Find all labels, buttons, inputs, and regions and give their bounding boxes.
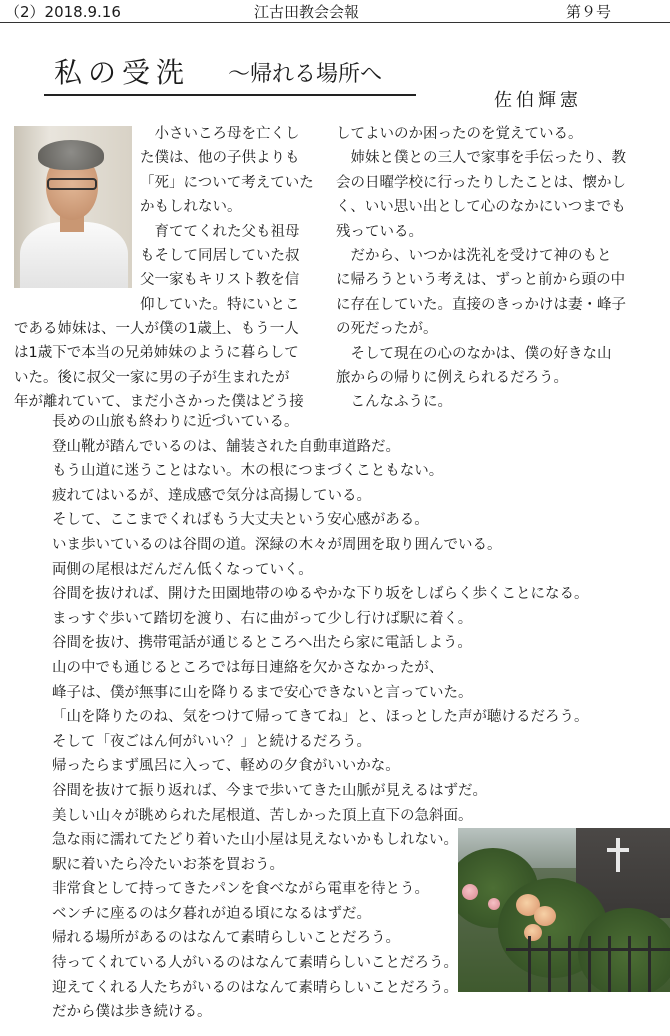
text-line: かもしれない。 bbox=[140, 199, 242, 216]
text-line: く、いい思い出として心のなかにいつまでも bbox=[336, 199, 626, 216]
text-line: そして現在の心のなかは、僕の好きな山 bbox=[336, 345, 612, 362]
text-line: 年が離れていて、まだ小さかった僕はどう接 bbox=[14, 394, 304, 411]
text-line: に存在していた。直接のきっかけは妻・峰子 bbox=[336, 296, 626, 313]
poem-line: ベンチに座るのは夕暮れが迫る頃になるはずだ。 bbox=[52, 905, 371, 922]
poem-line: 峰子は、僕が無事に山を降りるまで安心できないと言っていた。 bbox=[52, 684, 473, 701]
poem-line: だから僕は歩き続ける。 bbox=[52, 1004, 212, 1021]
text-line: 「死」について考えていた bbox=[140, 174, 314, 191]
text-line: 小さいころ母を亡くし bbox=[140, 126, 300, 142]
article-title: 私の受洗 bbox=[54, 56, 191, 89]
text-line: 仰していた。特にいとこ bbox=[140, 296, 300, 313]
poem-line: そして、ここまでくればもう大丈夫という安心感がある。 bbox=[52, 512, 429, 529]
article-column-left-lower bbox=[14, 317, 334, 415]
text-line: 育ててくれた父も祖母 bbox=[140, 223, 300, 240]
poem-line: 迎えてくれる人たちがいるのはなんて素晴らしいことだろう。 bbox=[52, 979, 458, 996]
article-column-beside-photo bbox=[140, 122, 320, 317]
author-portrait-photo bbox=[14, 126, 132, 288]
text-line: だから、いつかは洗礼を受けて神のもと bbox=[336, 248, 612, 265]
article-author: 佐伯輝憲 bbox=[494, 90, 582, 111]
poem-line: まっすぐ歩いて踏切を渡り、右に曲がって少し行けば駅に着く。 bbox=[52, 610, 473, 627]
roses-church-photo bbox=[458, 828, 670, 992]
poem-line: 谷間を抜け、携帯電話が通じるところへ出たら家に電話しよう。 bbox=[52, 635, 472, 652]
poem-line: 「山を降りたのね、気をつけて帰ってきてね」と、ほっとした声が聴けるだろう。 bbox=[52, 709, 589, 726]
page-header bbox=[0, 0, 670, 23]
poem-line: 帰ったらまず風呂に入って、軽めの夕食がいいかな。 bbox=[52, 758, 400, 775]
text-line: は1歳下で本当の兄弟姉妹のように暮らして bbox=[14, 345, 299, 362]
poem-line: いま歩いているのは谷間の道。深緑の木々が周囲を取り囲んでいる。 bbox=[52, 536, 502, 553]
text-line: である姉妹は、一人が僕の1歳上、もう一人 bbox=[14, 321, 299, 337]
poem-line: 谷間を抜けて振り返れば、今まで歩いてきた山脈が見えるはずだ。 bbox=[52, 782, 487, 799]
poem-line: 非常食として持ってきたパンを食べながら電車を待とう。 bbox=[52, 881, 429, 898]
text-line: もそして同居していた叔 bbox=[140, 248, 300, 265]
text-line: 旅からの帰りに例えられるだろう。 bbox=[336, 370, 568, 387]
text-line: た僕は、他の子供よりも bbox=[140, 150, 300, 167]
article-title-block bbox=[44, 48, 416, 96]
text-line: に帰ろうという考えは、ずっと前から頭の中 bbox=[336, 272, 626, 289]
poem-line: 山の中でも通じるところでは毎日連絡を欠かさなかったが、 bbox=[52, 659, 444, 676]
poem-line: 谷間を抜ければ、開けた田園地帯のゆるやかな下り坂をしばらく歩くことになる。 bbox=[52, 586, 589, 603]
text-line: 会の日曜学校に行ったりしたことは、懐かし bbox=[336, 174, 626, 191]
text-line: いた。後に叔父一家に男の子が生まれたが bbox=[14, 369, 290, 386]
text-line: してよいのか困ったのを覚えている。 bbox=[336, 126, 583, 142]
poem-line: 帰れる場所があるのはなんて素晴らしいことだろう。 bbox=[52, 930, 400, 947]
article-column-right bbox=[336, 122, 670, 415]
text-line: こんなふうに。 bbox=[336, 394, 452, 411]
article-subtitle: ～帰れる場所へ bbox=[228, 62, 383, 87]
poem-line: 両側の尾根はだんだん低くなっていく。 bbox=[52, 561, 313, 578]
publication-name: 江古田教会会報 bbox=[254, 3, 360, 21]
poem-line: 登山靴が踏んでいるのは、舗装された自動車道路だ。 bbox=[52, 438, 400, 455]
text-line: 姉妹と僕との三人で家事を手伝ったり、教 bbox=[336, 150, 626, 167]
poem-line: 疲れてはいるが、達成感で気分は高揚している。 bbox=[52, 487, 371, 504]
issue-number: 第９号 bbox=[566, 3, 612, 21]
text-line: 父一家もキリスト教を信 bbox=[140, 272, 300, 289]
poem-line: 長めの山旅も終わりに近づいている。 bbox=[52, 414, 299, 430]
text-line: 残っている。 bbox=[336, 223, 423, 240]
poem-line: そして「夜ごはん何がいい？」と続けるだろう。 bbox=[52, 733, 371, 750]
poem-line: もう山道に迷うことはない。木の根につまづくこともない。 bbox=[52, 463, 444, 480]
poem-line: 駅に着いたら冷たいお茶を買おう。 bbox=[52, 856, 284, 873]
poem-line: 美しい山々が眺められた尾根道、苦しかった頂上直下の急斜面。 bbox=[52, 807, 473, 824]
text-line: の死だったが。 bbox=[336, 321, 438, 338]
poem-line: 急な雨に濡れてたどり着いた山小屋は見えないかもしれない。 bbox=[52, 832, 458, 849]
page-number-date: （2）2018.9.16 bbox=[5, 3, 121, 21]
poem-line: 待ってくれている人がいるのはなんて素晴らしいことだろう。 bbox=[52, 955, 458, 972]
